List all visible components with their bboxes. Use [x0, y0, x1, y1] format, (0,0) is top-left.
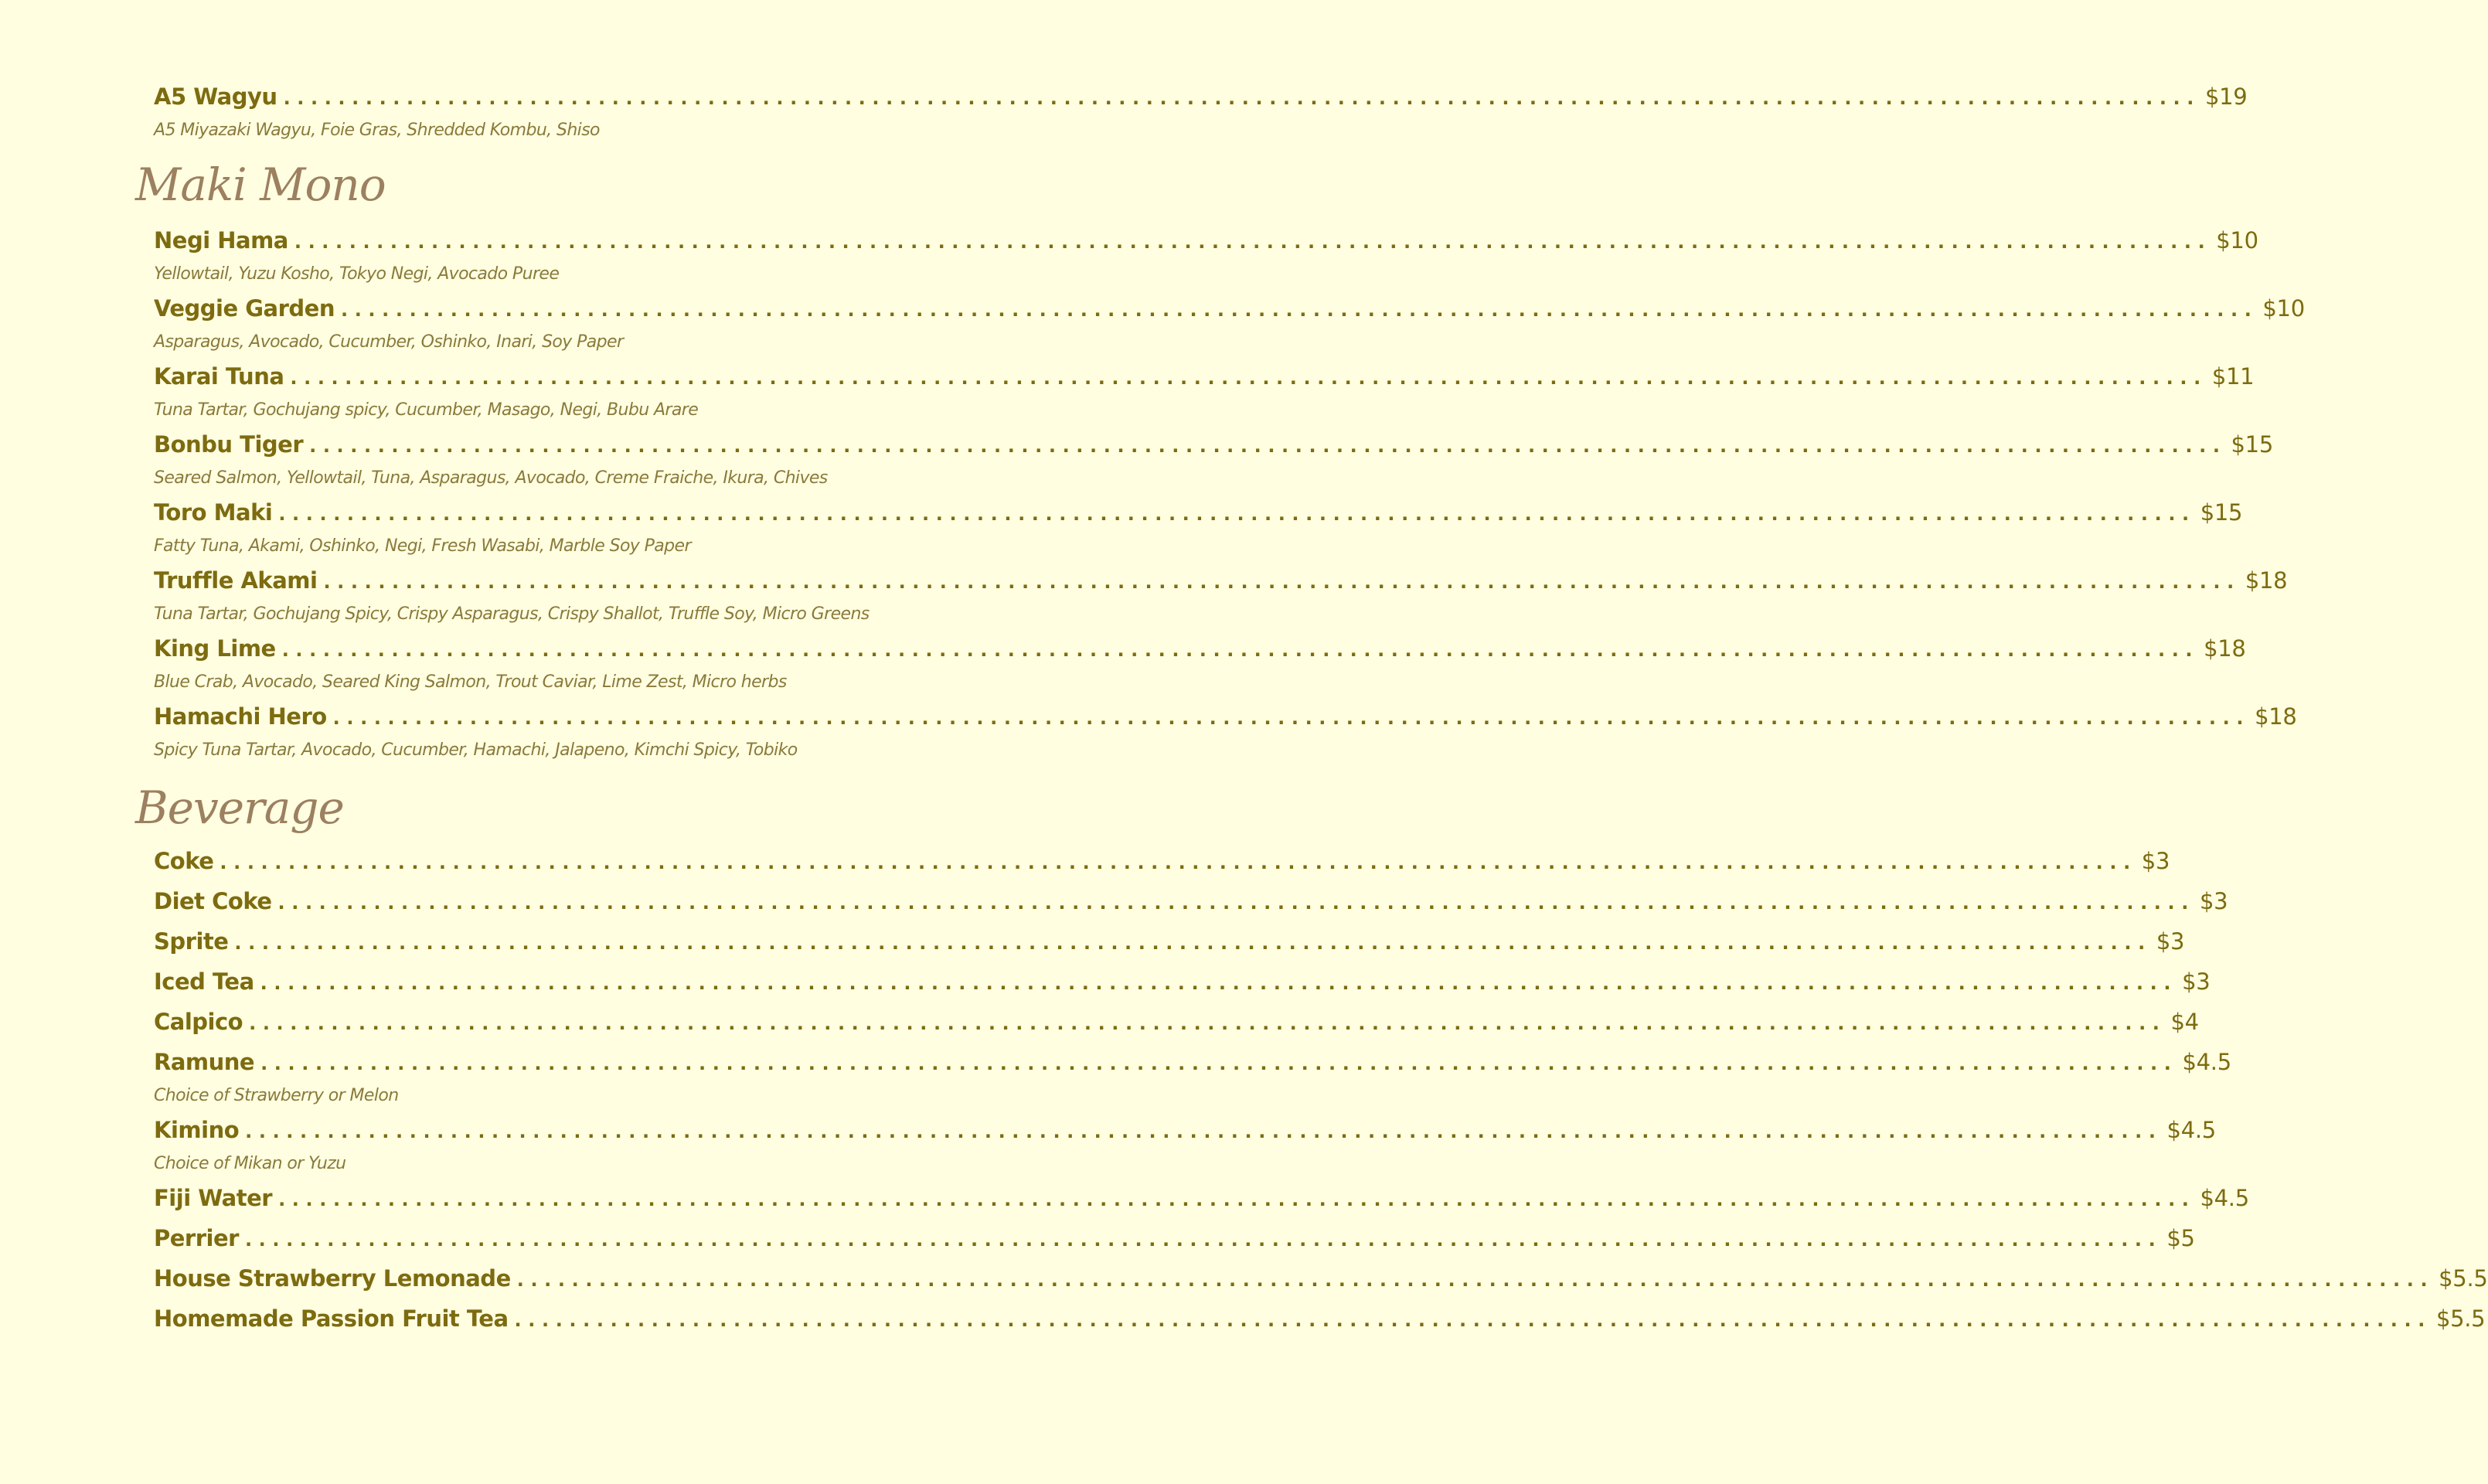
- item-price: $3: [2141, 848, 2170, 874]
- menu-item: [154, 499, 2243, 567]
- menu-item-a5-wagyu: [154, 83, 2248, 151]
- menu-item: [154, 227, 2258, 295]
- item-name: Sprite: [154, 928, 229, 955]
- menu-item: [154, 848, 2170, 888]
- menu-item: [154, 1225, 2195, 1265]
- dot-leader: ............................................................................................................................................: [249, 1013, 2166, 1034]
- item-name: Ramune: [154, 1049, 255, 1075]
- menu-item: [154, 703, 2297, 771]
- dot-leader: ............................................................................................................................................: [234, 932, 2152, 954]
- item-name: Karai Tuna: [154, 363, 284, 390]
- dot-leader: ............................................................................................................................................: [332, 707, 2251, 729]
- item-description: Fatty Tuna, Akami, Oshinko, Negi, Fresh Wasabi, Marble Soy Paper: [154, 536, 691, 556]
- item-description: A5 Miyazaki Wagyu, Foie Gras, Shredded Kombu, Shiso: [154, 121, 600, 140]
- item-price: $19: [2204, 83, 2248, 110]
- item-price: $5.5: [2435, 1305, 2486, 1332]
- item-name: Calpico: [154, 1009, 243, 1035]
- menu-item: [154, 635, 2246, 703]
- dot-leader: ............................................................................................................................................: [278, 1189, 2196, 1210]
- menu-item: [154, 1265, 2488, 1305]
- item-price: $15: [2200, 499, 2243, 526]
- item-name: Coke: [154, 848, 214, 874]
- menu-item: [154, 888, 2228, 928]
- item-description: Choice of Strawberry or Melon: [154, 1086, 399, 1105]
- item-name: Toro Maki: [154, 499, 273, 526]
- item-price: $3: [2182, 968, 2211, 995]
- item-name: Negi Hama: [154, 227, 288, 254]
- item-description: Tuna Tartar, Gochujang Spicy, Crispy Asparagus, Crispy Shallot, Truffle Soy, Micro Greens: [154, 604, 870, 624]
- item-name: Kimino: [154, 1117, 240, 1143]
- item-price: $18: [2245, 567, 2288, 594]
- dot-leader: ............................................................................................................................................: [341, 299, 2258, 321]
- dot-leader: ............................................................................................................................................: [294, 231, 2212, 253]
- item-price: $18: [2255, 703, 2297, 730]
- item-price: $5.5: [2439, 1265, 2488, 1292]
- item-price: $18: [2204, 635, 2246, 662]
- menu-item: [154, 1185, 2249, 1225]
- item-name: Truffle Akami: [154, 567, 318, 594]
- menu-item: [154, 431, 2273, 499]
- item-name: Hamachi Hero: [154, 703, 327, 730]
- item-description: Blue Crab, Avocado, Seared King Salmon, Trout Caviar, Lime Zest, Micro herbs: [154, 672, 787, 692]
- menu-item: [154, 1009, 2199, 1049]
- item-name: Iced Tea: [154, 968, 254, 995]
- item-name: Bonbu Tiger: [154, 431, 304, 458]
- dot-leader: ............................................................................................................................................: [245, 1121, 2163, 1142]
- section-title-maki-mono: Maki Mono: [135, 158, 386, 211]
- menu-item: [154, 363, 2255, 431]
- item-name: Perrier: [154, 1225, 239, 1251]
- item-name: A5 Wagyu: [154, 83, 277, 110]
- item-price: $10: [2262, 295, 2305, 322]
- item-description: Yellowtail, Yuzu Kosho, Tokyo Negi, Avocado Puree: [154, 264, 560, 284]
- dot-leader: ............................................................................................................................................: [283, 87, 2200, 109]
- item-name: Veggie Garden: [154, 295, 335, 322]
- dot-leader: ............................................................................................................................................: [309, 435, 2227, 457]
- menu-item: [154, 1049, 2231, 1117]
- dot-leader: ............................................................................................................................................: [514, 1309, 2432, 1331]
- menu-item: [154, 1117, 2216, 1185]
- item-price: $15: [2231, 431, 2273, 458]
- dot-leader: ............................................................................................................................................: [516, 1269, 2435, 1291]
- section-title-beverage: Beverage: [135, 781, 344, 834]
- dot-leader: ............................................................................................................................................: [260, 1053, 2178, 1074]
- dot-leader: ............................................................................................................................................: [260, 972, 2178, 994]
- item-description: Choice of Mikan or Yuzu: [154, 1154, 346, 1173]
- dot-leader: ............................................................................................................................................: [220, 852, 2137, 873]
- dot-leader: ............................................................................................................................................: [277, 892, 2195, 914]
- menu-item: [154, 968, 2211, 1009]
- menu-page: [135, 83, 2488, 1346]
- menu-item-row: [154, 83, 2248, 117]
- menu-item: [154, 567, 2288, 635]
- item-name: Diet Coke: [154, 888, 272, 914]
- dot-leader: ............................................................................................................................................: [290, 367, 2207, 389]
- section-beverage: [154, 848, 2488, 1346]
- item-name: Homemade Passion Fruit Tea: [154, 1305, 509, 1332]
- item-description: Asparagus, Avocado, Cucumber, Oshinko, Inari, Soy Paper: [154, 332, 624, 352]
- dot-leader: ............................................................................................................................................: [323, 571, 2241, 593]
- item-price: $3: [2156, 928, 2185, 955]
- section-maki-mono: [154, 227, 2305, 771]
- menu-item: [154, 1305, 2486, 1346]
- item-price: $4: [2170, 1009, 2199, 1035]
- item-price: $4.5: [2200, 1185, 2249, 1211]
- item-name: House Strawberry Lemonade: [154, 1265, 511, 1292]
- dot-leader: ............................................................................................................................................: [278, 503, 2196, 525]
- item-price: $4.5: [2182, 1049, 2231, 1075]
- item-price: $11: [2211, 363, 2255, 390]
- menu-item: [154, 295, 2305, 363]
- item-price: $3: [2199, 888, 2228, 914]
- item-name: King Lime: [154, 635, 276, 662]
- item-price: $10: [2216, 227, 2258, 254]
- item-name: Fiji Water: [154, 1185, 273, 1211]
- dot-leader: ............................................................................................................................................: [244, 1229, 2163, 1251]
- item-description: Tuna Tartar, Gochujang spicy, Cucumber, Masago, Negi, Bubu Arare: [154, 400, 699, 420]
- item-description: Spicy Tuna Tartar, Avocado, Cucumber, Hamachi, Jalapeno, Kimchi Spicy, Tobiko: [154, 740, 798, 760]
- dot-leader: ............................................................................................................................................: [281, 639, 2200, 661]
- item-price: $4.5: [2166, 1117, 2216, 1143]
- menu-item: [154, 928, 2185, 968]
- item-price: $5: [2166, 1225, 2195, 1251]
- item-description: Seared Salmon, Yellowtail, Tuna, Asparagus, Avocado, Creme Fraiche, Ikura, Chives: [154, 468, 828, 488]
